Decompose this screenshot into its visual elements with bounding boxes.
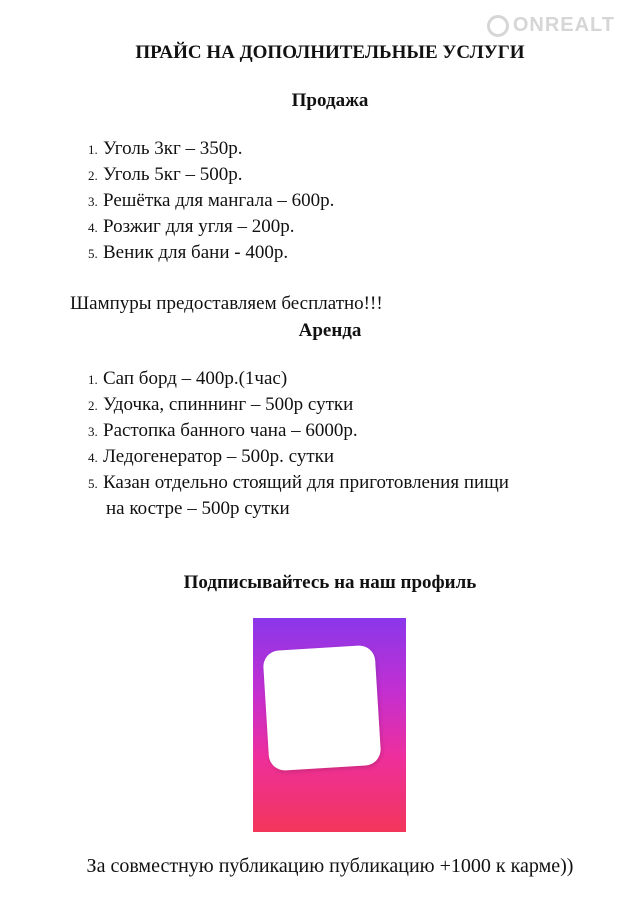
- rent-item: [88, 368, 509, 394]
- item-text: на костре – 500р сутки: [106, 498, 290, 519]
- rent-item: [88, 394, 509, 420]
- footer-note: За совместную публикацию публикацию +1000 к карме)): [86, 855, 574, 877]
- item-number: 3.: [88, 194, 98, 209]
- rent-item-continuation: [88, 498, 509, 524]
- sale-heading: Продажа: [291, 90, 369, 111]
- item-number: 2.: [88, 398, 98, 413]
- free-skewers-note: Шампуры предоставляем бесплатно!!!: [70, 293, 383, 314]
- item-text: Растопка банного чана – 6000р.: [103, 420, 358, 441]
- sale-item: [88, 138, 334, 164]
- item-text: Веник для бани - 400р.: [103, 242, 289, 263]
- subscribe-heading: Подписывайтесь на наш профиль: [183, 572, 477, 593]
- rent-heading: Аренда: [298, 320, 362, 341]
- item-text: Розжиг для угля – 200р.: [103, 216, 295, 237]
- page-title: ПРАЙС НА ДОПОЛНИТЕЛЬНЫЕ УСЛУГИ: [135, 42, 525, 63]
- item-number: 2.: [88, 168, 98, 183]
- watermark: [487, 14, 615, 37]
- item-number: 1.: [88, 142, 98, 157]
- watermark-text: ONREALT: [512, 14, 615, 36]
- item-text: Решётка для мангала – 600р.: [103, 190, 335, 211]
- item-text: Казан отдельно стоящий для приготовления пищи: [103, 472, 509, 493]
- sale-item: [88, 164, 334, 190]
- item-text: Удочка, спиннинг – 500р сутки: [103, 394, 354, 415]
- sale-item: [88, 242, 334, 268]
- item-number: 4.: [88, 450, 98, 465]
- profile-photo-placeholder: [262, 645, 381, 772]
- item-number: 5.: [88, 476, 98, 491]
- sale-list: [88, 138, 334, 268]
- rent-item: [88, 472, 509, 498]
- watermark-logo-icon: [487, 15, 509, 37]
- item-text: Уголь 5кг – 500р.: [103, 164, 243, 185]
- rent-item: [88, 446, 509, 472]
- item-number: 4.: [88, 220, 98, 235]
- item-number: 5.: [88, 246, 98, 261]
- rent-list: [88, 368, 509, 524]
- item-number: 3.: [88, 424, 98, 439]
- item-number: 1.: [88, 372, 98, 387]
- item-text: Уголь 3кг – 350р.: [103, 138, 243, 159]
- sale-item: [88, 216, 334, 242]
- profile-card: [253, 618, 406, 832]
- rent-item: [88, 420, 509, 446]
- sale-item: [88, 190, 334, 216]
- item-text: Ледогенератор – 500р. сутки: [103, 446, 335, 467]
- item-text: Сап борд – 400р.(1час): [103, 368, 288, 389]
